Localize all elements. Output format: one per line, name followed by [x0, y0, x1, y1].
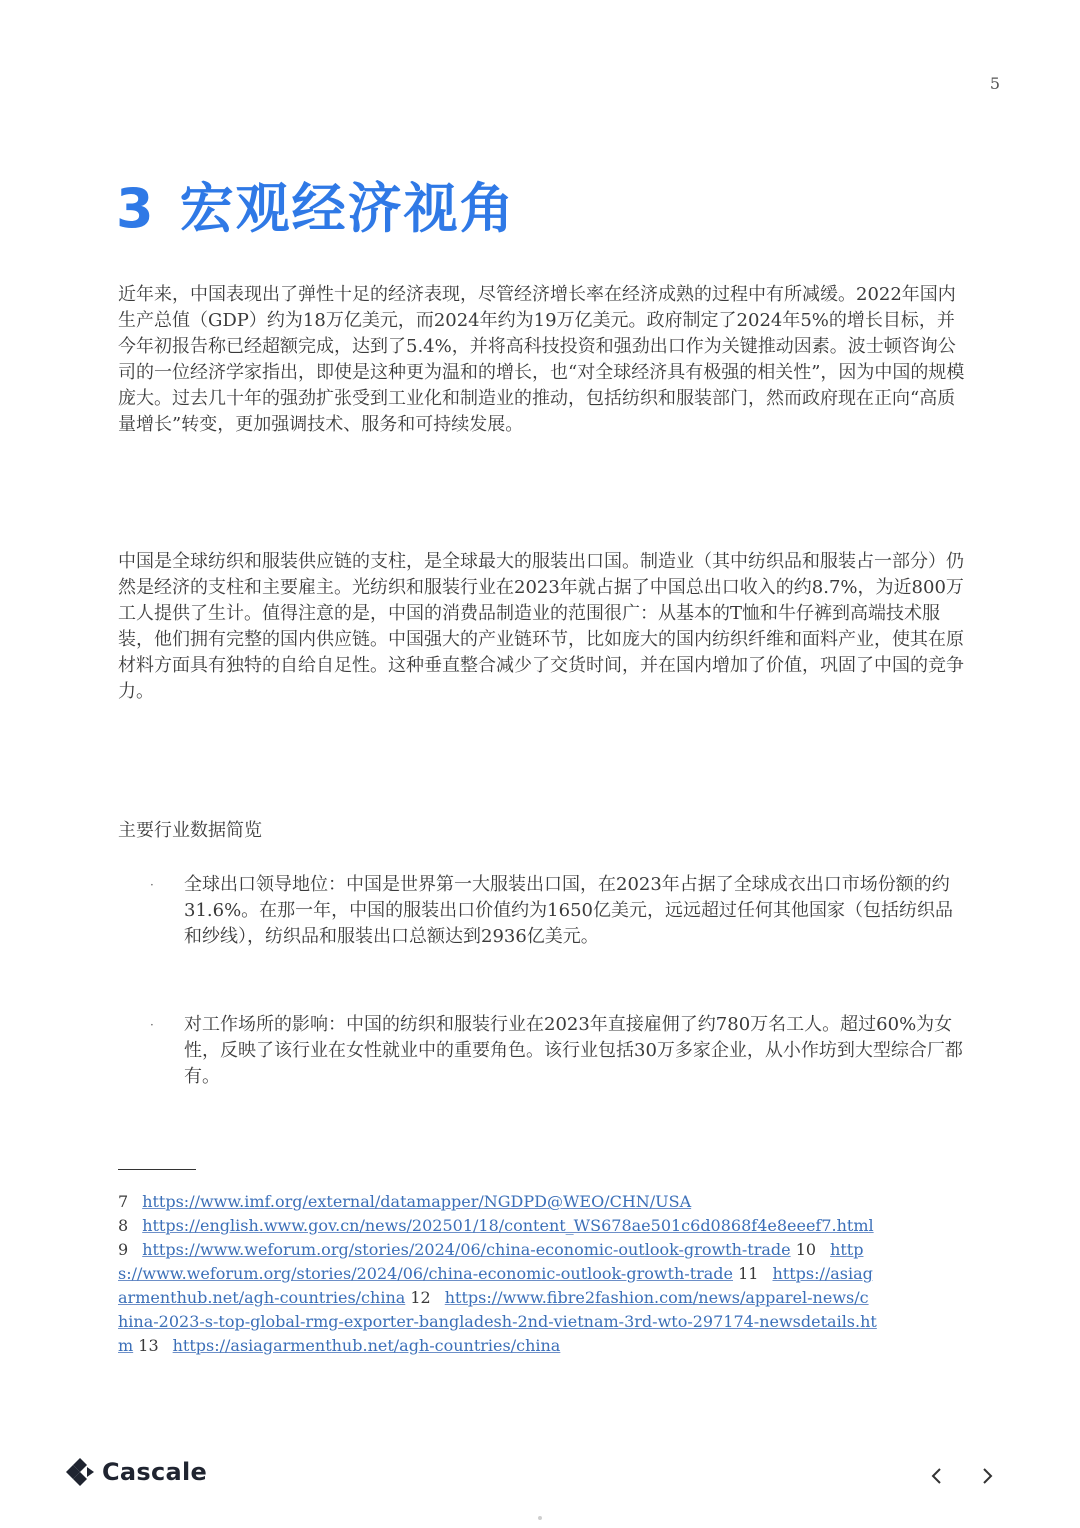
- data-overview-heading: 主要行业数据简览: [118, 820, 262, 841]
- footnote-number: 11: [738, 1264, 759, 1283]
- footnote-link[interactable]: https://www.fibre2fashion.com/news/apparel-news/china-2023-s-top-global-rmg-exporter-bangladesh-2nd-vietnam-3rd-wto-297174-newsdetails.htm: [118, 1288, 877, 1355]
- footnote-link[interactable]: https://www.weforum.org/stories/2024/06/china-economic-outlook-growth-trade: [118, 1240, 864, 1283]
- footnote-link[interactable]: https://asiagarmenthub.net/agh-countries/china: [172, 1336, 561, 1355]
- bullet-marker: ·: [150, 1018, 154, 1032]
- section-number: 3: [116, 177, 156, 240]
- paragraph-supply-chain: 中国是全球纺织和服装供应链的支柱，是全球最大的服装出口国。制造业（其中纺织品和服装占一部分）仍然是经济的支柱和主要雇主。光纺织和服装行业在2023年就占据了中国总出口收入的约8.7%，为近800万工人提供了生计。值得注意的是，中国的消费品制造业的范围很广：从基本的T恤和牛仔裤到高端技术服装，他们拥有完整的国内供应链。中国强大的产业链环节，比如庞大的国内纺织纤维和面料产业，使其在原材料方面具有独特的自给自足性。这种垂直整合减少了交货时间，并在国内增加了价值，巩固了中国的竞争力。: [118, 551, 964, 702]
- footnote-number: 7: [118, 1192, 129, 1211]
- chevron-left-icon: [930, 1467, 944, 1485]
- footnotes: [118, 1190, 878, 1358]
- footnote-link[interactable]: https://english.www.gov.cn/news/202501/18/content_WS678ae501c6d0868f4e8eeef7.html: [142, 1216, 874, 1235]
- list-item: [150, 872, 968, 950]
- footnote-link[interactable]: https://www.weforum.org/stories/2024/06/china-economic-outlook-growth-trade: [142, 1240, 791, 1259]
- bullet-text: 对工作场所的影响：中国的纺织和服装行业在2023年直接雇佣了约780万名工人。超过60%为女性，反映了该行业在女性就业中的重要角色。该行业包括30万多家企业，从小作坊到大型综合厂都有。: [184, 1014, 963, 1087]
- footnote-number: 13: [138, 1336, 159, 1355]
- page-indicator-dot: [538, 1516, 542, 1520]
- footnote-number: 8: [118, 1216, 129, 1235]
- footnote-divider: [118, 1169, 196, 1170]
- footnote-number: 12: [410, 1288, 431, 1307]
- page-number: 5: [989, 74, 1001, 93]
- next-page-button[interactable]: [974, 1462, 1000, 1490]
- chevron-right-icon: [980, 1467, 994, 1485]
- section-title-text: 宏观经济视角: [179, 177, 516, 240]
- previous-page-button[interactable]: [924, 1462, 950, 1490]
- footnote-link[interactable]: https://www.imf.org/external/datamapper/NGDPD@WEO/CHN/USA: [142, 1192, 692, 1211]
- cascale-logo: [64, 1455, 207, 1489]
- brand-name: Cascale: [102, 1458, 208, 1486]
- list-item: [150, 1012, 968, 1090]
- bullet-text: 全球出口领导地位：中国是世界第一大服装出口国，在2023年占据了全球成衣出口市场份额的约31.6%。在那一年，中国的服装出口价值约为1650亿美元，远远超过任何其他国家（包括纺织品和纱线），纺织品和服装出口总额达到2936亿美元。: [184, 874, 953, 947]
- section-title: [116, 166, 516, 243]
- cascale-logo-icon: [64, 1456, 96, 1488]
- footnote-number: 9: [118, 1240, 129, 1259]
- footnote-link[interactable]: https://asiagarmenthub.net/agh-countries/china: [118, 1264, 873, 1307]
- bullet-marker: ·: [150, 878, 154, 892]
- footnote-number: 10: [795, 1240, 817, 1259]
- paragraph-macro-overview: 近年来，中国表现出了弹性十足的经济表现，尽管经济增长率在经济成熟的过程中有所减缓。2022年国内生产总值（GDP）约为18万亿美元，而2024年约为19万亿美元。政府制定了2024年5%的增长目标，并今年初报告称已经超额完成，达到了5.4%，并将高科技投资和强劲出口作为关键推动因素。波士顿咨询公司的一位经济学家指出，即使是这种更为温和的增长，也“对全球经济具有极强的相关性”，因为中国的规模庞大。过去几十年的强劲扩张受到工业化和制造业的推动，包括纺织和服装部门，然而政府现在正向“高质量增长”转变，更加强调技术、服务和可持续发展。: [118, 284, 965, 435]
